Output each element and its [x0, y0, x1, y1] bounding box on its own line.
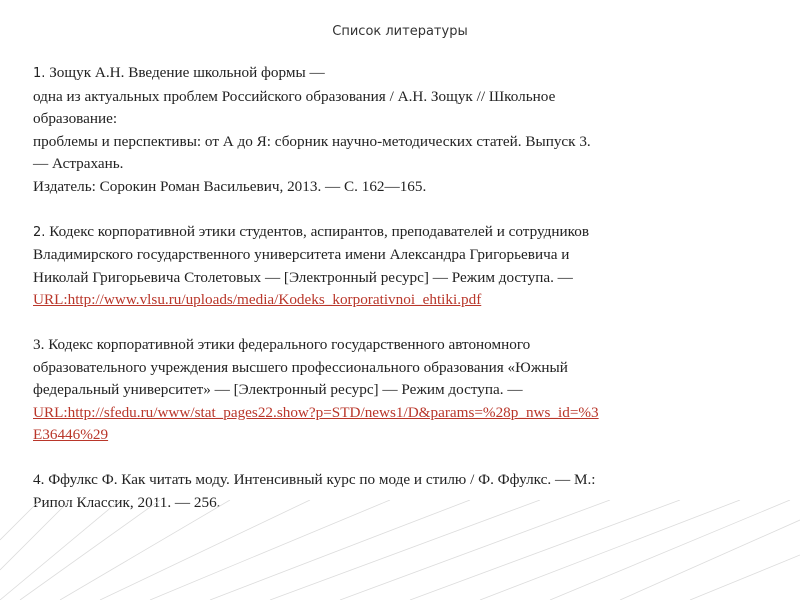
- reference-1-line: — Астрахань.: [33, 155, 124, 172]
- reference-1-line: Издатель: Сорокин Роман Васильевич, 2013. — С. 162—165.: [33, 177, 427, 195]
- reference-list: [33, 62, 733, 514]
- reference-1-line: одна из актуальных проблем Российского образования / А.Н. Зощук // Школьное: [33, 87, 556, 105]
- reference-4-line: 4. Ффулкс Ф. Как читать моду. Интенсивный курс по моде и стилю / Ф. Ффулкс. — М.:: [33, 471, 596, 488]
- spacer: [33, 198, 733, 221]
- reference-1-number: 1.: [33, 66, 46, 81]
- reference-3-line: федеральный университет» — [Электронный ресурс] — Режим доступа. —: [33, 381, 523, 398]
- reference-2-line: Владимирского государственного университета имени Александра Григорьевича и: [33, 246, 570, 263]
- reference-4-line: Рипол Классик, 2011. — 256.: [33, 493, 221, 511]
- slide-title: Список литературы: [332, 24, 468, 39]
- reference-2-line: Николай Григорьевича Столетовых — [Электронный ресурс] — Режим доступа. —: [33, 268, 573, 286]
- reference-1-first-line: 1. Зощук А.Н. Введение школьной формы —: [33, 64, 325, 81]
- spacer: [33, 312, 733, 335]
- reference-2-url-link[interactable]: URL:http://www.vlsu.ru/uploads/media/Kodeks_korporativnoi_ehtiki.pdf: [33, 291, 482, 308]
- reference-3-line: 3. Кодекс корпоративной этики федерального государственного автономного: [33, 336, 531, 353]
- decorative-diagonal-stripes: [0, 500, 800, 600]
- reference-1-line: образование:: [33, 110, 118, 127]
- spacer: [33, 447, 733, 470]
- reference-2-number: 2.: [33, 224, 46, 240]
- reference-2-first-line: 2. Кодекс корпоративной этики студентов, аспирантов, преподавателей и сотрудников: [33, 222, 589, 240]
- reference-1-line: проблемы и перспективы: от А до Я: сборник научно-методических статей. Выпуск 3.: [33, 132, 591, 150]
- reference-3-url-link[interactable]: URL:http://sfedu.ru/www/stat_pages22.show?p=STD/news1/D&params=%28p_nws_id=%3: [33, 403, 599, 421]
- reference-3-url-link-continuation[interactable]: E36446%29: [33, 426, 109, 443]
- reference-3-line: образовательного учреждения высшего профессионального образования «Южный: [33, 358, 568, 376]
